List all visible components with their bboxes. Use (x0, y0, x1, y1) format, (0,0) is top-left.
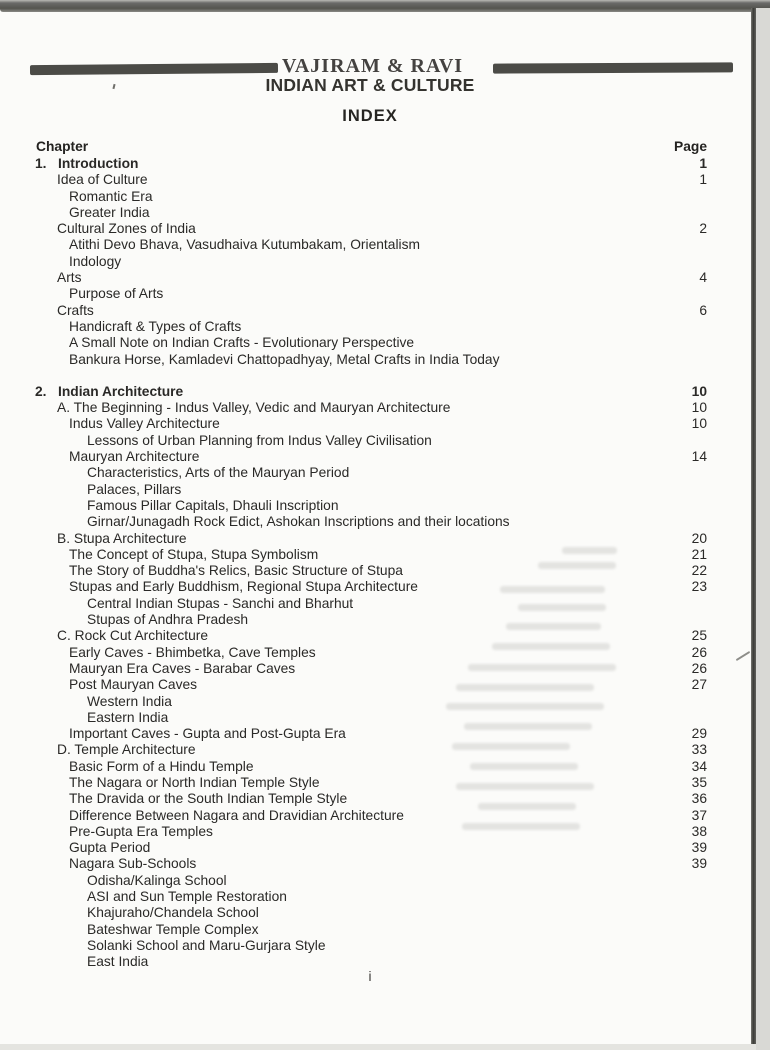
toc-label-wrap (0, 742, 196, 758)
toc-row (0, 498, 770, 514)
toc-entry-label: Gupta Period (69, 840, 151, 856)
toc-row (0, 742, 770, 758)
toc-row (0, 726, 770, 742)
bleed-through-line (506, 623, 601, 630)
toc-entry-label: The Story of Buddha's Relics, Basic Structure of Stupa (69, 563, 403, 579)
toc-label-wrap (0, 579, 418, 595)
toc-row (0, 596, 770, 612)
toc-label-wrap (0, 400, 450, 416)
toc-row (0, 694, 770, 710)
toc-entry-page: 35 (691, 774, 707, 790)
toc-label-wrap (0, 482, 181, 498)
bleed-through-line (452, 743, 570, 750)
toc-entry-label: Mauryan Architecture (69, 449, 200, 465)
toc-row (0, 563, 770, 579)
toc-entry-label: C. Rock Cut Architecture (57, 628, 209, 644)
bleed-through-line (492, 643, 610, 650)
toc-row (0, 400, 770, 416)
toc-entry-page: 14 (691, 449, 707, 465)
toc-label-wrap (0, 612, 248, 628)
toc-entry-page: 25 (691, 628, 707, 644)
toc-entry-page: 34 (691, 758, 707, 774)
toc-row (0, 677, 770, 693)
toc-label-wrap (0, 303, 94, 319)
toc-entry-page: 26 (691, 644, 707, 660)
toc-label-wrap (0, 270, 82, 286)
toc-entry-label: Lessons of Urban Planning from Indus Valley Civilisation (87, 432, 432, 448)
toc-label-wrap (0, 759, 254, 775)
toc-row (0, 824, 770, 840)
bleed-through-line (562, 547, 617, 554)
toc-entry-page: 1 (699, 156, 707, 171)
book-title: INDIAN ART & CULTURE (265, 75, 475, 95)
toc-label-wrap (0, 449, 199, 465)
toc-entry-label: Handicraft & Types of Crafts (69, 318, 242, 334)
toc-label-wrap (0, 352, 500, 368)
toc-row (0, 254, 770, 270)
toc-entry-label: Pre-Gupta Era Temples (69, 823, 213, 839)
toc-entry-label: East India (87, 954, 149, 970)
toc-label-wrap (0, 172, 148, 188)
toc-row (0, 189, 770, 205)
toc-row (0, 172, 770, 188)
toc-entry-page: 20 (691, 530, 707, 546)
index-heading: INDEX (342, 107, 398, 125)
toc-row (0, 905, 770, 921)
brand-title: VAJIRAM & RAVI (282, 55, 464, 77)
toc-entry-label: Important Caves - Gupta and Post-Gupta Era (69, 726, 346, 742)
toc-label-wrap (0, 677, 197, 693)
toc-entry-label: Eastern India (87, 709, 169, 725)
toc-label-wrap (0, 694, 172, 710)
toc-row (0, 873, 770, 889)
toc-entry-label: Atithi Devo Bhava, Vasudhaiva Kutumbakam, Orientalism (69, 237, 420, 253)
toc-row (0, 856, 770, 872)
toc-entry-label: Crafts (57, 302, 94, 318)
toc-entry-page: 39 (691, 856, 707, 872)
toc-entry-page: 21 (691, 546, 707, 562)
toc-row (0, 710, 770, 726)
bleed-through-line (478, 803, 576, 810)
toc-label-wrap (0, 335, 414, 351)
bleed-through-line (518, 604, 606, 611)
toc-entry-label: Stupas of Andhra Pradesh (87, 612, 249, 628)
column-header-page: Page (674, 139, 707, 154)
toc-label-wrap (0, 938, 326, 954)
toc-entry-page: 38 (691, 823, 707, 839)
toc-row (0, 319, 770, 335)
toc-entry-label: Cultural Zones of India (57, 221, 196, 237)
toc-row (0, 205, 770, 221)
toc-row (0, 759, 770, 775)
toc-row (0, 352, 770, 368)
toc-row (0, 433, 770, 449)
toc-label-wrap (0, 205, 150, 221)
toc-entry-label: Greater India (69, 204, 150, 220)
toc-chapter-label-wrap (0, 384, 183, 400)
toc (0, 156, 770, 971)
toc-entry-label: Nagara Sub-Schools (69, 856, 197, 872)
toc-label-wrap (0, 189, 153, 205)
toc-row (0, 335, 770, 351)
toc-entry-page: 36 (691, 791, 707, 807)
bleed-through-line (500, 586, 605, 593)
toc-entry-label: Central Indian Stupas - Sanchi and Bharhut (87, 595, 354, 611)
toc-entry-label: Bateshwar Temple Complex (87, 921, 259, 937)
toc-row (0, 612, 770, 628)
toc-entry-label: Early Caves - Bhimbetka, Cave Temples (69, 644, 316, 660)
toc-entry-page: 10 (691, 416, 707, 432)
toc-row (0, 645, 770, 661)
toc-entry-page: 37 (691, 807, 707, 823)
bleed-through-line (446, 703, 604, 710)
toc-entry-page: 6 (699, 302, 707, 318)
toc-label-wrap (0, 824, 213, 840)
brand-rule-left (30, 63, 278, 75)
toc-entry-label: Palaces, Pillars (87, 481, 182, 497)
toc-entry-label: The Nagara or North Indian Temple Style (69, 774, 320, 790)
page-number-footer: i (368, 969, 372, 984)
toc-row (0, 531, 770, 547)
toc-entry-page: 26 (691, 660, 707, 676)
toc-label-wrap (0, 221, 196, 237)
toc-label-wrap (0, 775, 320, 791)
toc-entry-label: The Concept of Stupa, Stupa Symbolism (69, 546, 319, 562)
toc-chapter-row (0, 384, 770, 400)
toc-entry-label: Western India (87, 693, 172, 709)
toc-entry-label: Famous Pillar Capitals, Dhauli Inscription (87, 497, 339, 513)
toc-label-wrap (0, 286, 163, 302)
toc-row (0, 661, 770, 677)
toc-entry-label: Solanki School and Maru-Gurjara Style (87, 937, 326, 953)
toc-entry-label: Romantic Era (69, 188, 153, 204)
toc-entry-label: Indology (69, 253, 122, 269)
bleed-through-line (538, 562, 616, 569)
toc-label-wrap (0, 791, 347, 807)
toc-label-wrap (0, 905, 259, 921)
toc-row (0, 286, 770, 302)
toc-row (0, 237, 770, 253)
toc-label-wrap (0, 710, 168, 726)
toc-row (0, 889, 770, 905)
toc-entry-label: A Small Note on Indian Crafts - Evolutionary Perspective (69, 335, 415, 351)
brand-rule-right (493, 62, 733, 73)
bleed-through-line (456, 783, 594, 790)
toc-entry-label: D. Temple Architecture (57, 742, 196, 758)
bleed-through-line (470, 763, 578, 770)
toc-row (0, 416, 770, 432)
toc-label-wrap (0, 547, 318, 563)
bleed-through-line (468, 664, 616, 671)
toc-entry-page: 10 (691, 383, 707, 399)
toc-row (0, 791, 770, 807)
bleed-through-line (464, 723, 592, 730)
toc-entry-label: Arts (57, 270, 82, 286)
toc-entry-page: 1 (699, 172, 707, 188)
toc-entry-label: ASI and Sun Temple Restoration (87, 889, 287, 905)
toc-row (0, 922, 770, 938)
toc-row (0, 628, 770, 644)
chapter-number: 2. (35, 383, 47, 399)
column-header-chapter: Chapter (36, 139, 89, 154)
toc-entry-label: The Dravida or the South Indian Temple Style (69, 791, 348, 807)
toc-row (0, 221, 770, 237)
toc-label-wrap (0, 645, 316, 661)
toc-label-wrap (0, 498, 339, 514)
toc-label-wrap (0, 531, 187, 547)
toc-chapter-row (0, 156, 770, 172)
toc-label-wrap (0, 889, 287, 905)
toc-label-wrap (0, 808, 404, 824)
toc-label-wrap (0, 514, 510, 530)
toc-entry-label: Introduction (58, 156, 139, 171)
toc-label-wrap (0, 873, 227, 889)
toc-label-wrap (0, 416, 220, 432)
toc-row (0, 449, 770, 465)
toc-entry-label: Odisha/Kalinga School (87, 872, 227, 888)
toc-entry-page: 29 (691, 726, 707, 742)
toc-entry-page: 2 (699, 221, 707, 237)
scan-edge-top (0, 0, 770, 12)
bleed-through-line (456, 684, 594, 691)
toc-row (0, 270, 770, 286)
toc-entry-label: Bankura Horse, Kamladevi Chattopadhyay, Metal Crafts in India Today (69, 351, 500, 367)
toc-entry-label: Indian Architecture (58, 383, 184, 399)
toc-label-wrap (0, 465, 349, 481)
toc-label-wrap (0, 237, 420, 253)
toc-entry-page: 27 (691, 677, 707, 693)
toc-row (0, 547, 770, 563)
toc-label-wrap (0, 563, 403, 579)
toc-entry-label: Characteristics, Arts of the Mauryan Period (87, 465, 350, 481)
toc-entry-label: Purpose of Arts (69, 286, 164, 302)
toc-entry-label: B. Stupa Architecture (57, 530, 187, 546)
toc-entry-page: 39 (691, 840, 707, 856)
toc-row (0, 938, 770, 954)
toc-row (0, 514, 770, 530)
toc-row (0, 465, 770, 481)
toc-entry-label: Stupas and Early Buddhism, Regional Stupa Architecture (69, 579, 418, 595)
toc-label-wrap (0, 856, 196, 872)
toc-entry-label: Post Mauryan Caves (69, 677, 198, 693)
toc-entry-page: 22 (691, 563, 707, 579)
toc-label-wrap (0, 726, 346, 742)
toc-row (0, 775, 770, 791)
toc-entry-label: Idea of Culture (57, 172, 148, 188)
toc-entry-label: Mauryan Era Caves - Barabar Caves (69, 660, 296, 676)
toc-entry-label: Khajuraho/Chandela School (87, 905, 259, 921)
toc-row (0, 482, 770, 498)
toc-entry-label: Basic Form of a Hindu Temple (69, 758, 254, 774)
toc-label-wrap (0, 628, 208, 644)
toc-entry-label: Girnar/Junagadh Rock Edict, Ashokan Inscriptions and their locations (87, 514, 510, 530)
toc-label-wrap (0, 319, 241, 335)
toc-label-wrap (0, 433, 432, 449)
toc-entry-page: 23 (691, 579, 707, 595)
toc-row (0, 840, 770, 856)
toc-label-wrap (0, 596, 353, 612)
toc-row (0, 808, 770, 824)
toc-label-wrap (0, 840, 150, 856)
toc-chapter-label-wrap (0, 156, 138, 172)
toc-entry-page: 4 (699, 270, 707, 286)
toc-row (0, 579, 770, 595)
toc-label-wrap (0, 922, 259, 938)
toc-label-wrap (0, 254, 121, 270)
chapter-number: 1. (35, 156, 47, 171)
bleed-through-line (462, 823, 580, 830)
toc-entry-page: 10 (691, 400, 707, 416)
toc-entry-label: Indus Valley Architecture (69, 416, 220, 432)
toc-label-wrap (0, 661, 295, 677)
toc-row (0, 303, 770, 319)
scan-edge-bottom (0, 1044, 756, 1050)
toc-entry-label: A. The Beginning - Indus Valley, Vedic and Mauryan Architecture (57, 400, 451, 416)
toc-entry-page: 33 (691, 742, 707, 758)
toc-entry-label: Difference Between Nagara and Dravidian Architecture (69, 807, 404, 823)
